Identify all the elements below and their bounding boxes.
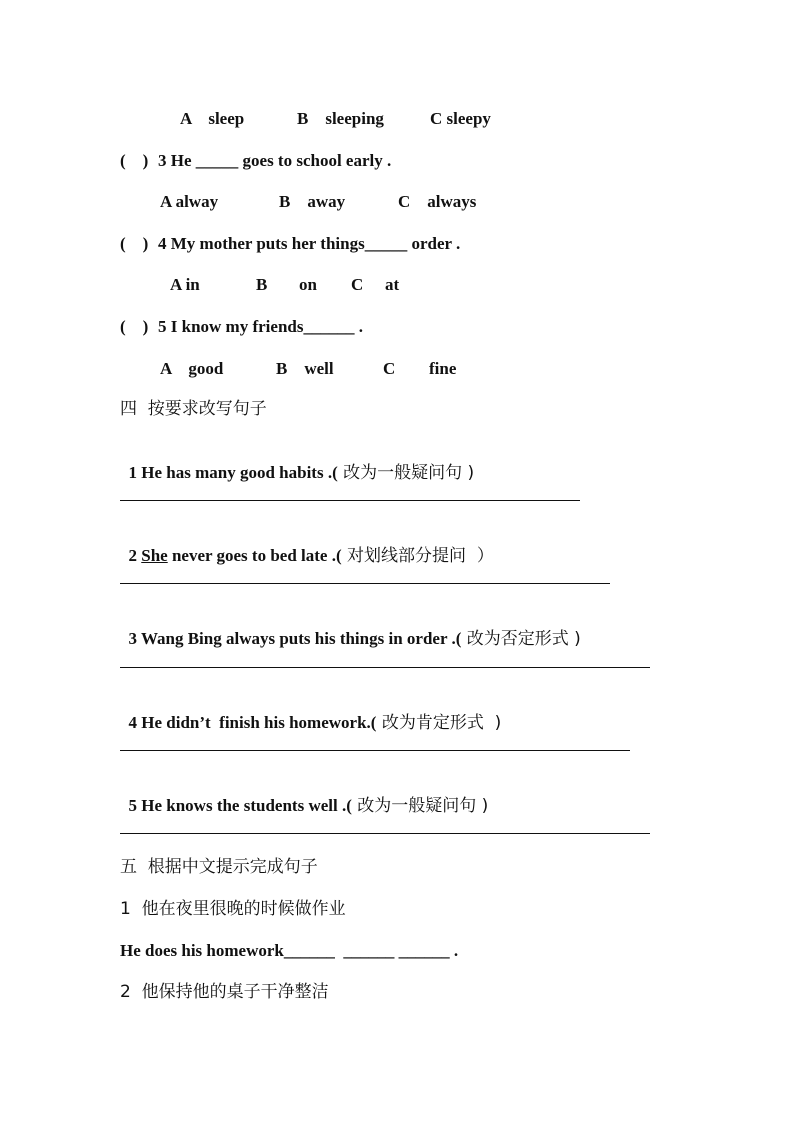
q3-option-c: C always	[398, 192, 477, 211]
section4-item-2-text: never goes to bed late .(	[167, 546, 342, 565]
section4-item-2-hint: 对划线部分提问 ）	[341, 546, 494, 566]
q5-option-c-text: fine	[429, 359, 457, 378]
section4-title: 四 按要求改写句子	[120, 399, 267, 419]
answer-line-1[interactable]	[120, 500, 580, 501]
section4-item-2	[120, 523, 494, 567]
section4-item-5-text: 5 He knows the students well .(	[128, 796, 352, 815]
q2-option-b: B sleeping	[297, 109, 384, 128]
q5-answer-paren: ( )	[120, 317, 149, 336]
section5-title: 五 根据中文提示完成句子	[120, 857, 318, 877]
section4-item-5	[120, 773, 488, 817]
section5-item-1-chinese: 1 他在夜里很晚的时候做作业	[120, 899, 346, 919]
q3-option-b: B away	[279, 192, 346, 211]
section4-item-1-hint: 改为一般疑问句 )	[337, 463, 475, 483]
q4-answer-paren: ( )	[120, 234, 149, 253]
section4-item-2-num: 2	[128, 546, 142, 565]
q5-option-b: B well	[276, 359, 334, 378]
q4-option-a: A in	[170, 275, 200, 294]
q2-option-c: C sleepy	[430, 109, 491, 128]
section4-item-3-hint: 改为否定形式 )	[461, 629, 581, 649]
q3-answer-paren: ( )	[120, 151, 149, 170]
q5-text: 5 I know my friends______ .	[158, 317, 363, 336]
section4-item-1-text: 1 He has many good habits .(	[128, 463, 338, 482]
q5-option-c-letter: C	[383, 359, 396, 378]
section4-item-4	[120, 690, 501, 734]
q4-option-c-letter: C	[351, 275, 364, 294]
section4-item-2-underlined: She	[141, 546, 168, 565]
q3-option-a: A alway	[160, 192, 219, 211]
section4-item-3	[120, 606, 581, 650]
q5-option-a: A good	[160, 359, 224, 378]
section4-item-5-hint: 改为一般疑问句 )	[351, 796, 489, 816]
q4-option-b-text: on	[299, 275, 317, 294]
answer-line-5[interactable]	[120, 833, 650, 834]
section4-item-3-text: 3 Wang Bing always puts his things in order .(	[128, 629, 462, 648]
q4-option-c-text: at	[385, 275, 400, 294]
answer-line-2[interactable]	[120, 583, 610, 584]
answer-line-3[interactable]	[120, 667, 650, 668]
section5-item-1-english: He does his homework______ ______ ______ .	[120, 941, 459, 960]
section4-item-1	[120, 440, 474, 484]
q4-text: 4 My mother puts her things_____ order .	[158, 234, 461, 253]
section5-item-2-chinese: 2 他保持他的桌子干净整洁	[120, 982, 329, 1002]
q3-text: 3 He _____ goes to school early .	[158, 151, 392, 170]
q2-option-a: A sleep	[180, 109, 245, 128]
section4-item-4-hint: 改为肯定形式 )	[376, 713, 502, 733]
q4-option-b-letter: B	[256, 275, 268, 294]
section4-item-4-text: 4 He didn’t finish his homework.(	[128, 713, 377, 732]
answer-line-4[interactable]	[120, 750, 630, 751]
